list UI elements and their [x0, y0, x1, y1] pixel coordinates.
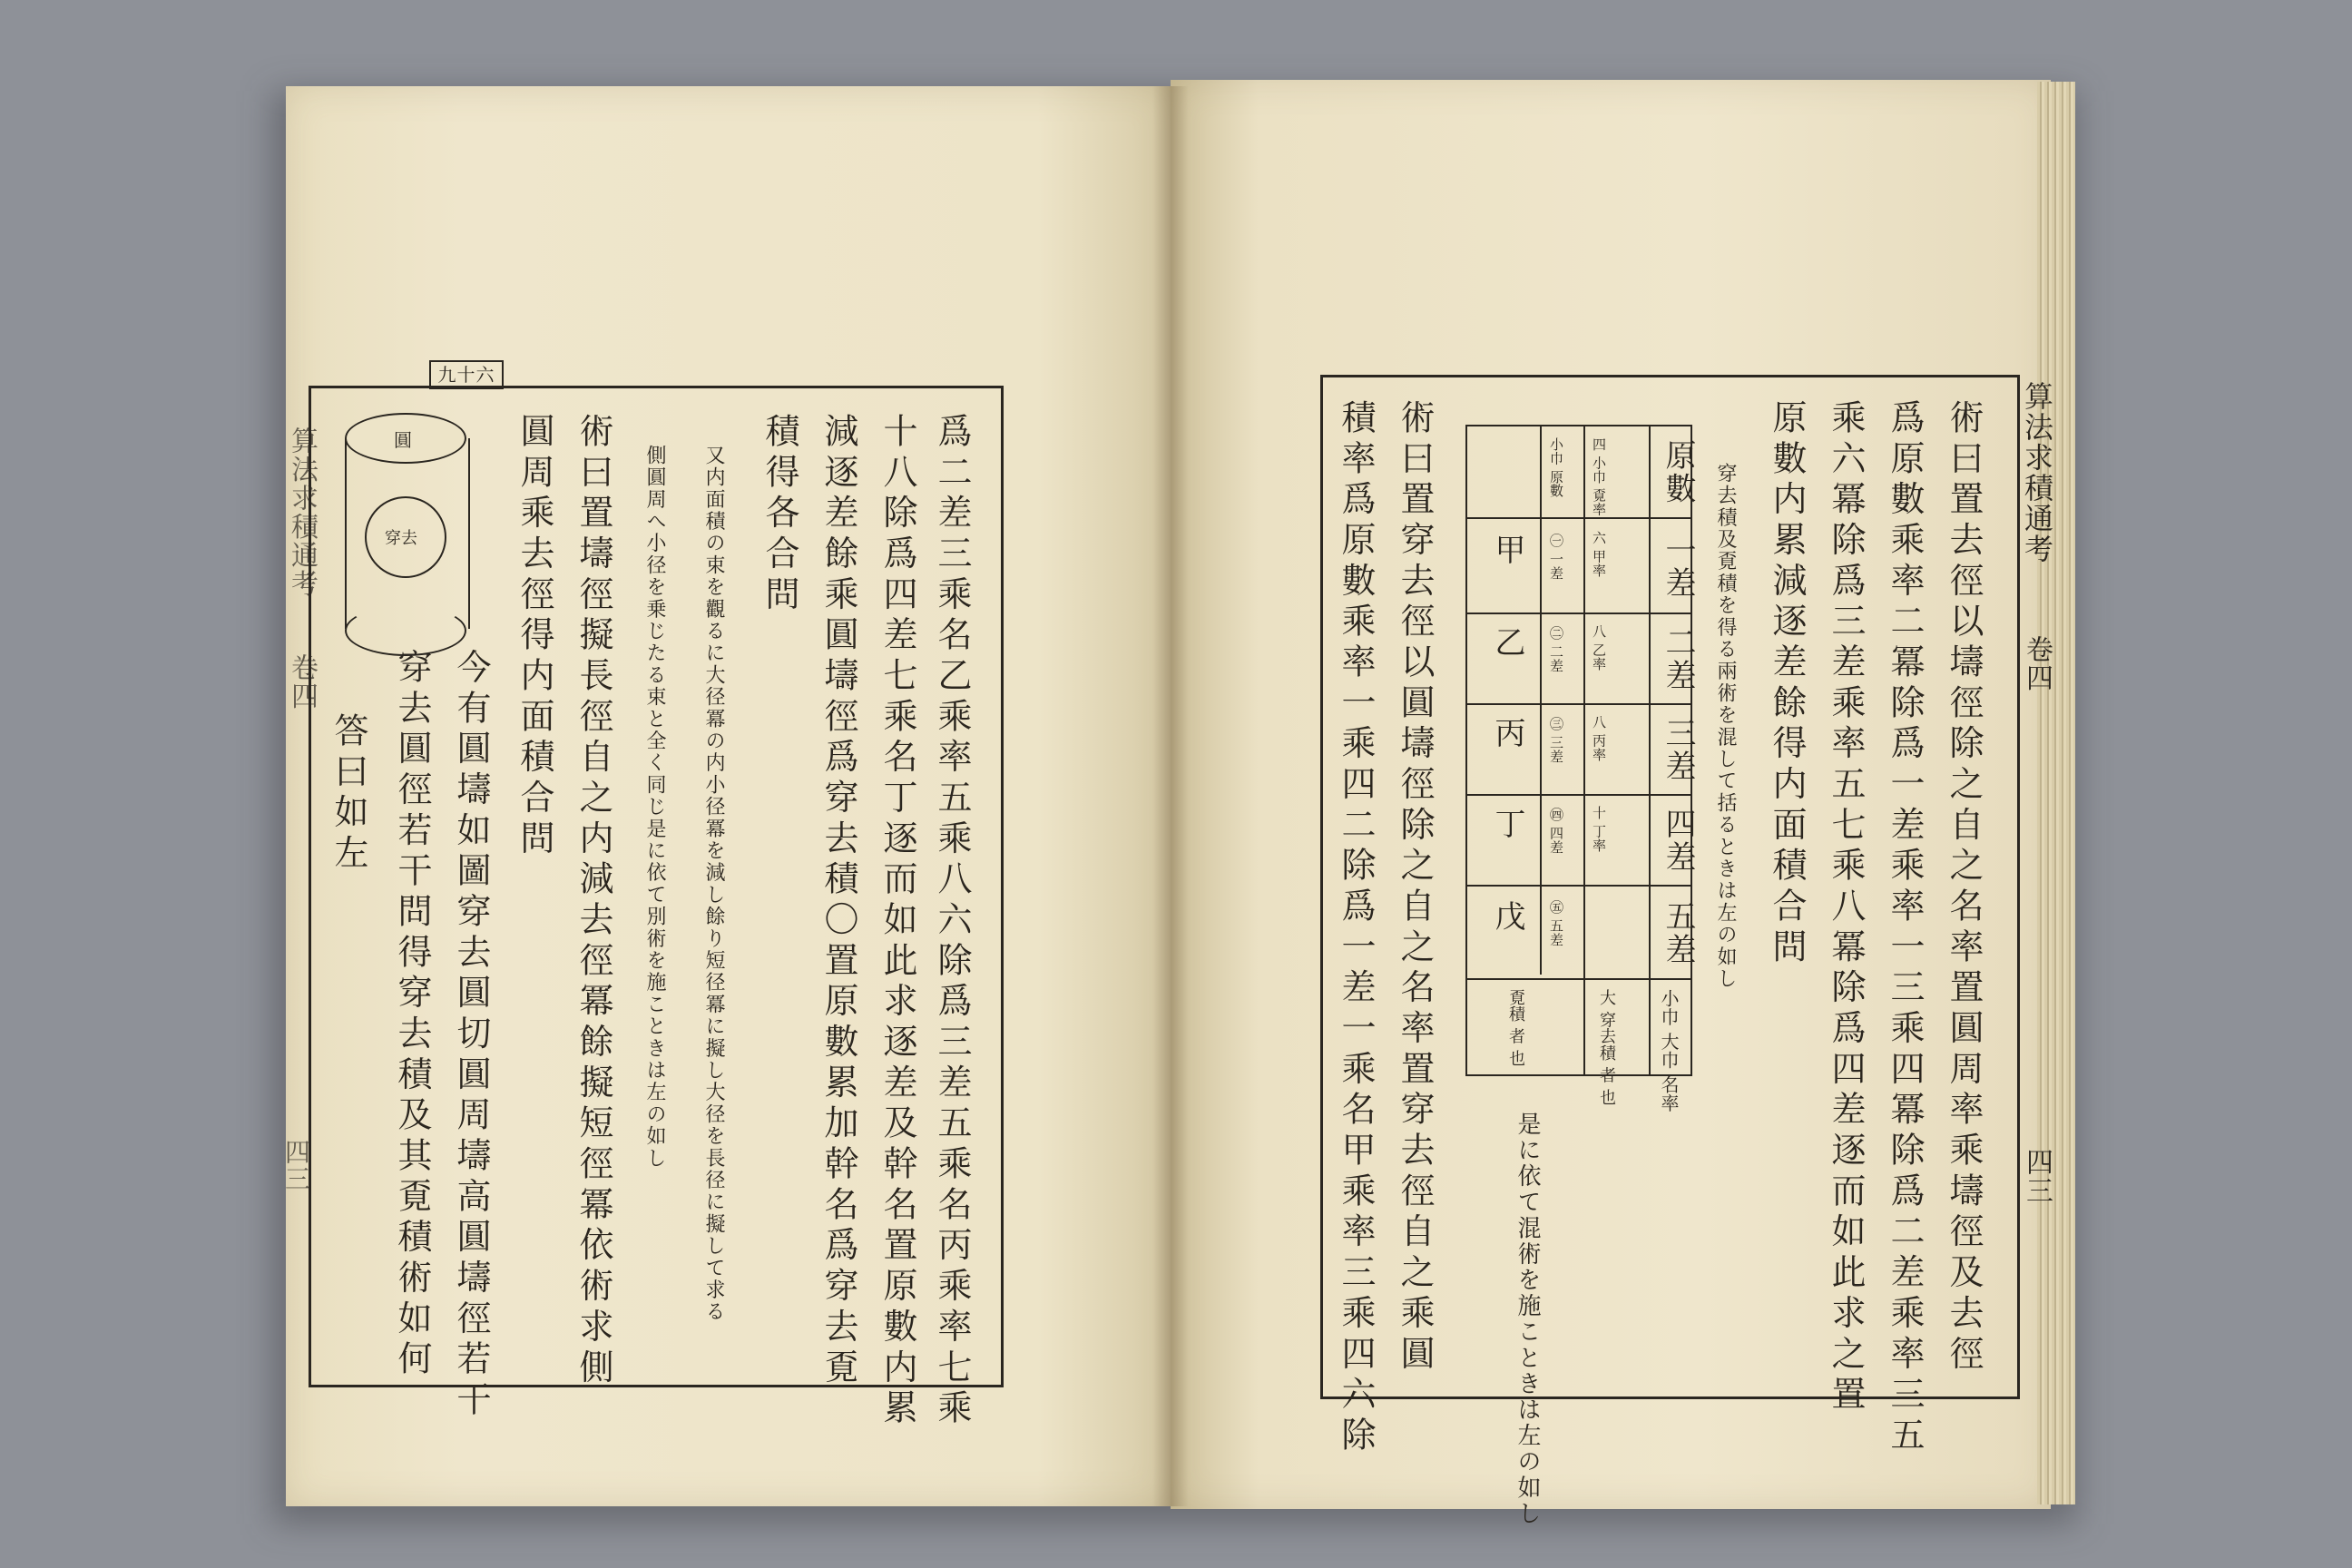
table-formula-left-0: 小巾 原數 [1548, 437, 1564, 498]
right-col-1: 術曰置去徑以壔徑除之自之名率置圓周率乘壔徑及去徑 [1944, 399, 1984, 1377]
cylinder-hole-label: 穿去 [385, 529, 417, 548]
table-row-divider [1467, 703, 1690, 705]
table-row-divider [1467, 978, 1690, 980]
cylinder-bottom [345, 605, 466, 656]
table-label-1: 乙 [1489, 626, 1525, 660]
folio-number: 九十六 [429, 360, 504, 389]
right-col-2: 爲原數乘率二冪除爲一差乘率一三乘四冪除爲二差乘率三五 [1885, 399, 1925, 1457]
table-row-divider [1467, 794, 1690, 796]
table-formula-left-1: ㊀ 一差 [1548, 534, 1564, 580]
book-gutter [1152, 86, 1189, 1506]
right-margin-vol: 卷四 [2021, 635, 2053, 692]
table-label-2: 丙 [1489, 717, 1525, 750]
table-formula-right-4: 十 丁率 [1591, 806, 1607, 852]
left-col-4: 積得各合問 [760, 413, 799, 617]
left-col-10: 穿去圓徑若干問得穿去積及其覔積術如何 [392, 649, 432, 1382]
right-col-5: 穿去積及覔積を得る兩術を混して括るときは左の如し [1714, 463, 1737, 990]
table-formula-right-1: 六 甲率 [1591, 531, 1607, 577]
table-col-divider [1540, 426, 1542, 975]
table-row-divider [1467, 517, 1690, 519]
table-footer-1: 大 穿去積 者 也 [1597, 989, 1616, 1106]
table-label-0: 甲 [1489, 534, 1525, 567]
table-header-3: 三差 [1660, 717, 1696, 784]
cylinder-top-label: 圓 [394, 429, 412, 451]
right-col-4: 原數内累減逐差餘得内面積合問 [1767, 399, 1807, 969]
coefficient-table [1465, 425, 1696, 1112]
left-margin-page: 四三 [281, 1139, 311, 1192]
right-col-7: 積率爲原數乘率一乘四二除爲一差一乘名甲乘率三乘四六除 [1336, 399, 1376, 1457]
left-col-6: 側圓周へ小径を乗じたる束と全く同じ是に依て別術を施こときは左の如し [643, 445, 666, 1170]
right-col-3: 乘六冪除爲三差乘率五七乘八冪除爲四差逐而如此求之置 [1826, 399, 1866, 1416]
table-row-divider [1467, 612, 1690, 614]
table-label-3: 丁 [1489, 808, 1525, 841]
cylinder-diagram [338, 413, 474, 649]
right-note: 是に依て混術を施こときは左の如し [1514, 1112, 1541, 1527]
table-header-2: 二差 [1660, 626, 1696, 693]
right-margin-title: 算法求積通考 [2020, 381, 2054, 564]
page-edges [2037, 82, 2075, 1504]
left-margin-vol: 卷四 [286, 653, 318, 710]
left-col-3: 減逐差餘乘圓壔徑爲穿去積〇置原數累加幹名爲穿去覔 [818, 413, 858, 1390]
table-col-divider [1583, 426, 1585, 1074]
left-col-1: 爲二差三乘名乙乘率五乘八六除爲三差五乘名丙乘率七乘 [932, 413, 972, 1430]
table-row-divider [1467, 885, 1690, 887]
left-col-5: 又内面積の束を觀るに大径冪の内小径冪を減し餘り短径冪に擬し大径を長径に擬して求る [702, 445, 725, 1324]
left-margin-title: 算法求積通考 [286, 426, 318, 598]
table-header-0: 原數 [1660, 439, 1696, 506]
table-header-1: 一差 [1660, 534, 1696, 601]
table-col-divider [1649, 426, 1651, 1074]
table-formula-left-4: ㊃ 四差 [1548, 808, 1564, 854]
table-header-4: 四差 [1660, 808, 1696, 875]
table-footer-0: 小巾 大巾 名率 [1658, 989, 1680, 1112]
right-margin-page: 四三 [2021, 1148, 2053, 1205]
right-col-6: 術曰置穿去徑以圓壔徑除之自之名率置穿去徑自之乘圓 [1395, 399, 1435, 1377]
left-col-9: 今有圓壔如圖穿去圓切圓周壔高圓壔徑若干 [451, 649, 491, 1422]
left-col-2: 十八除爲四差七乘名丁逐而如此求逐差及幹名置原數内累 [877, 413, 917, 1430]
table-label-4: 戊 [1489, 900, 1525, 934]
table-formula-left-2: ㊁ 二差 [1548, 626, 1564, 672]
table-formula-left-3: ㊂ 三差 [1548, 717, 1564, 763]
left-col-8: 圓周乘去徑得内面積合問 [514, 413, 554, 861]
table-formula-right-3: 八 丙率 [1591, 715, 1607, 761]
left-col-11: 答曰如左 [328, 712, 368, 876]
table-formula-right-0: 四 小巾 覔率 [1591, 437, 1607, 516]
table-header-5: 五差 [1660, 900, 1696, 967]
table-footer-2: 覔積 者 也 [1506, 989, 1525, 1067]
table-formula-right-2: 八 乙率 [1591, 624, 1607, 671]
left-col-7: 術曰置壔徑擬長徑自之内減去徑冪餘擬短徑冪依術求側 [573, 413, 613, 1390]
table-formula-left-5: ㊄ 五差 [1548, 900, 1564, 946]
